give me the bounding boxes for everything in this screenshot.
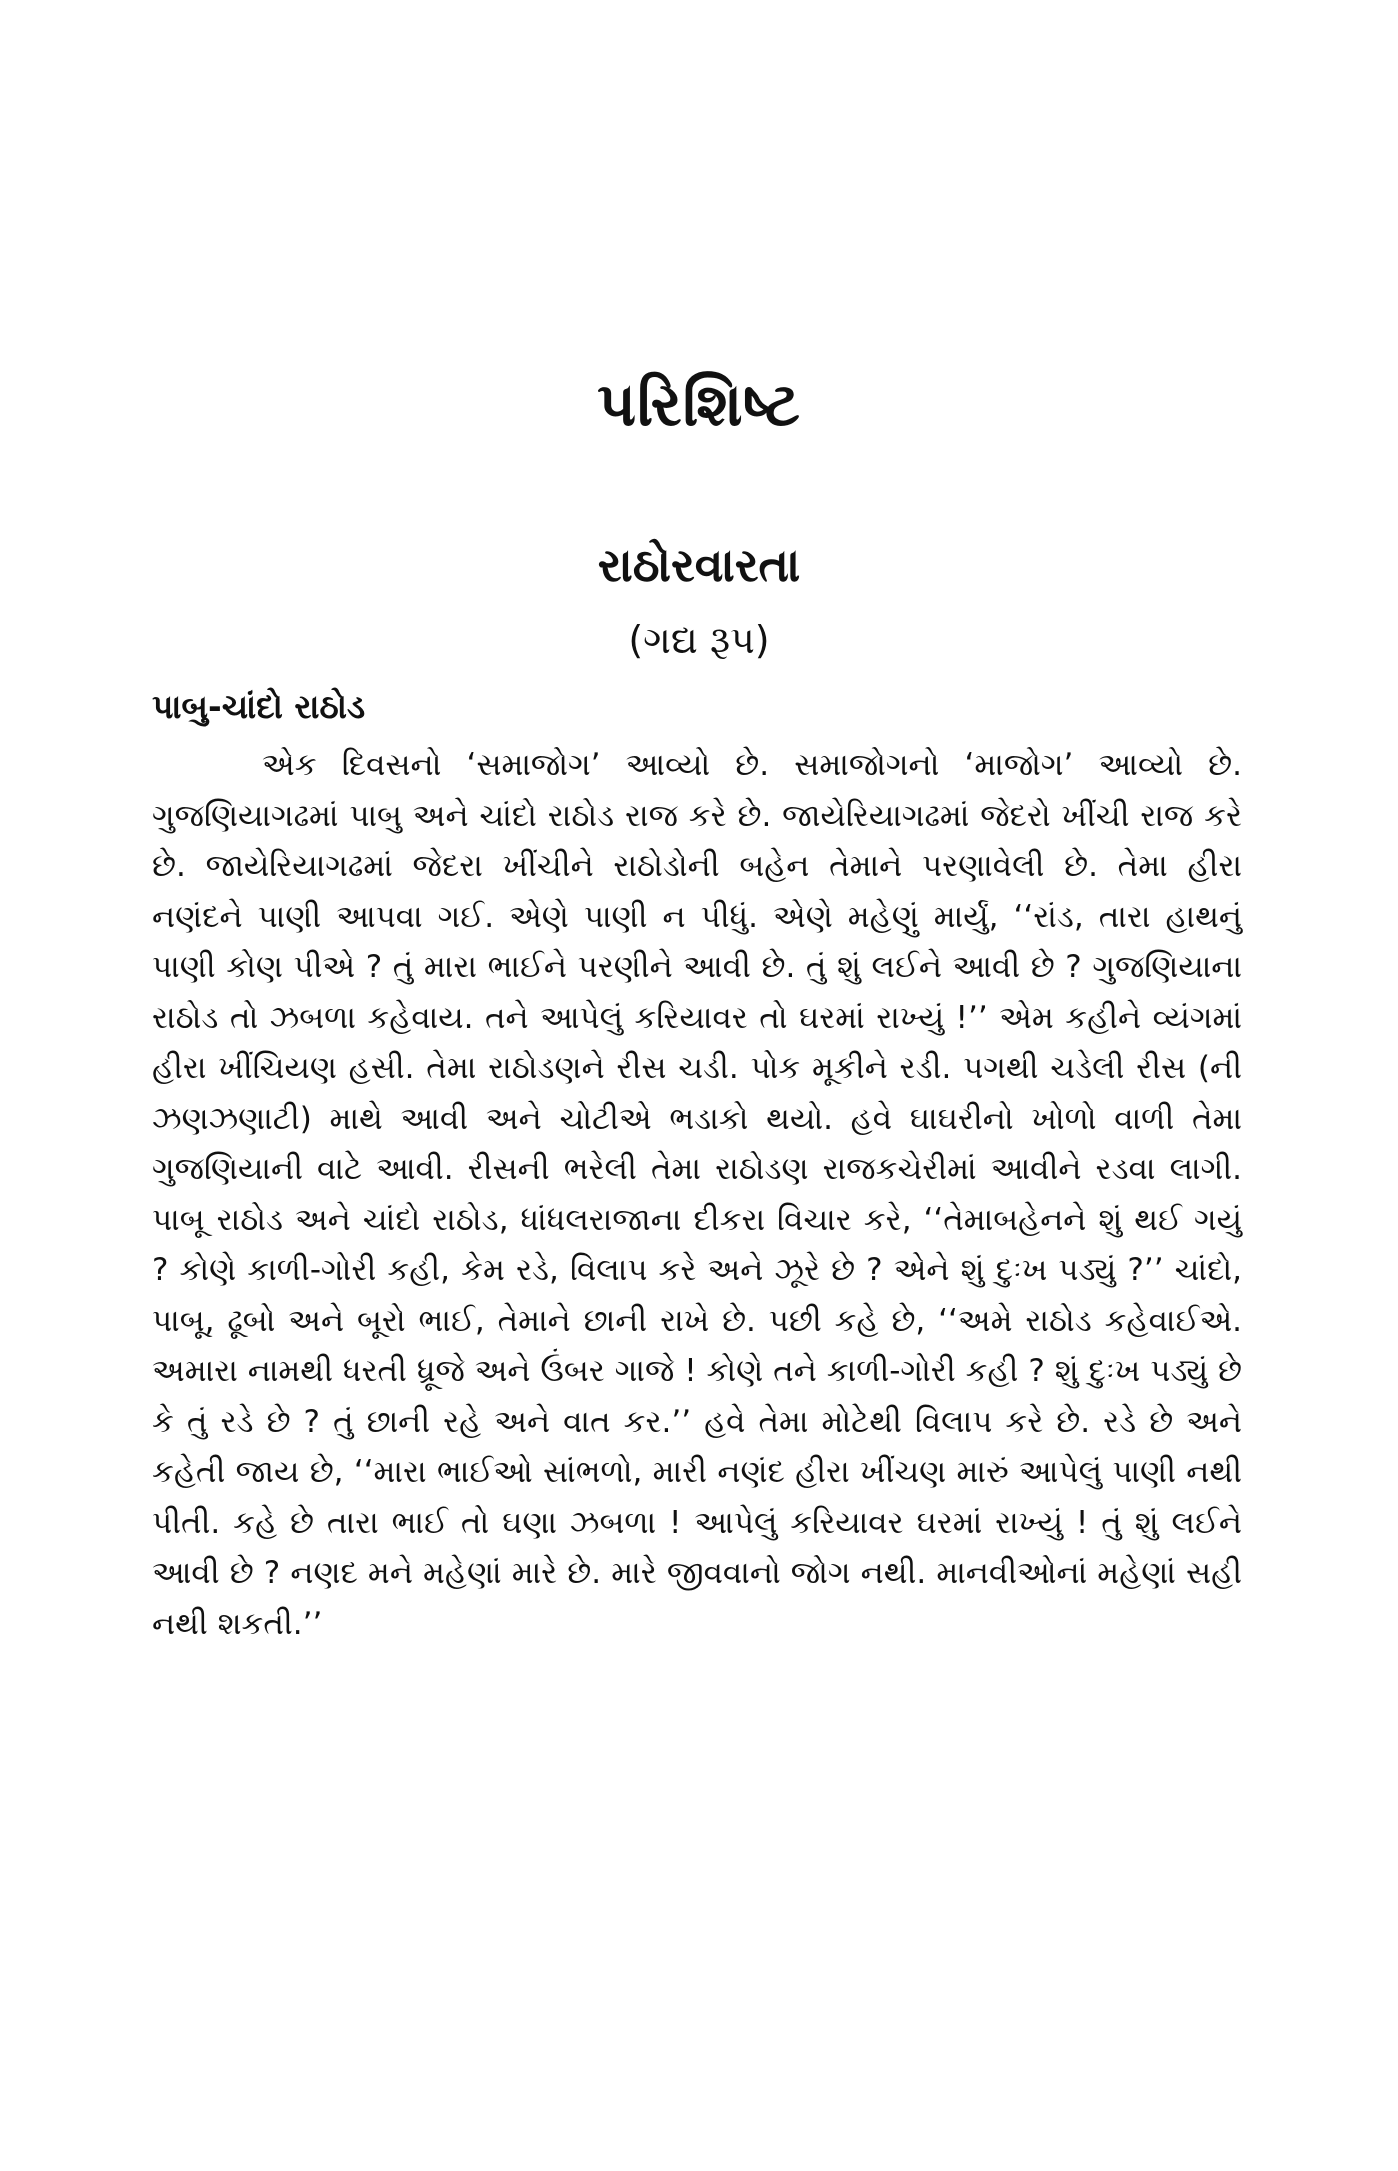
body-paragraph: એક દિવસનો ‘સમાજોગ’ આવ્યો છે. સમાજોગનો ‘માજોગ’ આવ્યો છે. ગુજણિયાગઢમાં પાબુ અને ચાંદો રાઠોડ રાજ કરે છે. જાયેરિયાગઢમાં જેદરો ખીંચી રાજ કરે છે. જાયેરિયાગઢમાં જેદરા ખીંચીને રાઠોડોની બહેન તેમાને પરણાવેલી છે. તેમા હીરા નણંદને પાણી આપવા ગઈ. એણે પાણી ન પીધું. એણે મહેણું માર્યું, ‘‘રાંડ, તારા હાથનું પાણી કોણ પીએ ? તું મારા ભાઈને પરણીને આવી છે. તું શું લઈને આવી છે ? ગુજણિયાના રાઠોડ તો ઝબળા કહેવાય. તને આપેલું કરિયાવર તો ઘરમાં રાખ્યું !’’ એમ કહીને વ્યંગમાં હીરા ખીંચિયણ હસી. તેમા રાઠોડણને રીસ ચડી. પોક મૂકીને રડી. પગથી ચડેલી રીસ (ની ઝણઝણાટી) માથે આવી અને ચોટીએ ભડાકો થયો. હવે ઘાઘરીનો ખોળો વાળી તેમા ગુજણિયાની વાટે આવી. રીસની ભરેલી તેમા રાઠોડણ રાજકચેરીમાં આવીને રડવા લાગી. પાબૂ રાઠોડ અને ચાંદો રાઠોડ, ધાંધલરાજાના દીકરા વિચાર કરે, ‘‘તેમાબહેનને શું થઈ ગયું ? કોણે કાળી-ગોરી કહી, કેમ રડે, વિલાપ કરે અને ઝૂરે છે ? એને શું દુઃખ પડ્યું ?’’ ચાંદો, પાબૂ, ઢૂબો અને બૂરો ભાઈ, તેમાને છાની રાખે છે. પછી કહે છે, ‘‘અમે રાઠોડ કહેવાઈએ. અમારા નામથી ધરતી ધ્રૂજે અને ઉંબર ગાજે ! કોણે તને કાળી-ગોરી કહી ? શું દુઃખ પડ્યું છે કે તું રડે છે ? તું છાની રહે અને વાત કર.’’ હવે તેમા મોટેથી વિલાપ કરે છે. રડે છે અને કહેતી જાય છે, ‘‘મારા ભાઈઓ સાંભળો, મારી નણંદ હીરા ખીંચણ મારું આપેલું પાણી નથી પીતી. કહે છે તારા ભાઈ તો ઘણા ઝબળા ! આપેલું કરિયાવર ઘરમાં રાખ્યું ! તું શું લઈને આવી છે ? નણદ મને મહેણાં મારે છે. મારે જીવવાનો જોગ નથી. માનવીઓનાં મહેણાં સહી નથી શકતી.’’ (152, 747, 1242, 1642)
story-subheading: પાબુ-ચાંદો રાઠોડ (152, 687, 366, 726)
section-subtitle: (ગદ્ય રૂપ) (628, 618, 770, 662)
chapter-title: પરિશિષ્ટ (597, 370, 801, 440)
section-title: રાઠોરવારતા (597, 538, 801, 592)
